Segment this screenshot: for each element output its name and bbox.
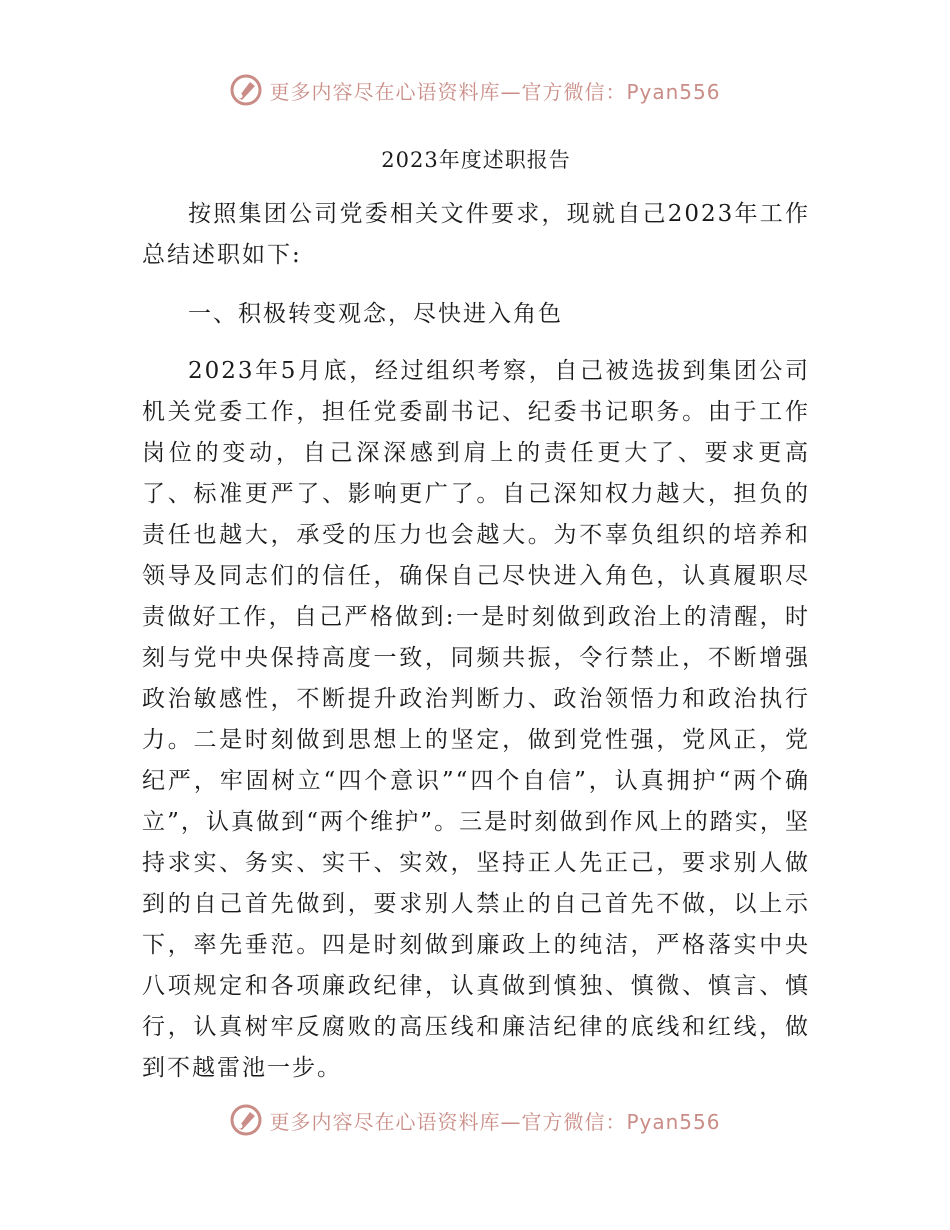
header-watermark-banner bbox=[0, 68, 950, 112]
pen-nib-logo-icon bbox=[229, 1103, 263, 1137]
document-title: 2023年度述职报告 bbox=[381, 148, 571, 172]
section-body-paragraph: 2023年5月底，经过组织考察，自己被选拔到集团公司机关党委工作，担任党委副书记、纪委书记职务。由于工作岗位的变动，自己深深感到肩上的责任更大了、要求更高了、标准更严了、影响更广了。自己深知权力越大，担负的责任也越大，承受的压力也会越大。为不辜负组织的培养和领导及同志们的信任，确保自己尽快进入角色，认真履职尽责做好工作，自己严格做到:一是时刻做到政治上的清醒，时刻与党中央保持高度一致，同频共振，令行禁止，不断增强政治敏感性，不断提升政治判断力、政治领悟力和政治执行力。二是时刻做到思想上的坚定，做到党性强，党风正，党纪严，牢固树立“四个意识”“四个自信”，认真拥护“两个确立”，认真做到“两个维护”。三是时刻做到作风上的踏实，坚持求实、务实、实干、实效，坚持正人先正己，要求别人做到的自己首先做到，要求别人禁止的自己首先不做，以上示下，率先垂范。四是时刻做到廉政上的纯洁，严格落实中央八项规定和各项廉政纪律，认真做到慎独、慎微、慎言、慎行，认真树牢反腐败的高压线和廉洁纪律的底线和红线，做到不越雷池一步。 bbox=[142, 358, 810, 1081]
intro-paragraph: 按照集团公司党委相关文件要求，现就自己2023年工作总结述职如下: bbox=[142, 201, 810, 268]
pen-nib-logo-icon bbox=[229, 73, 263, 107]
watermark-slogan: 更多内容尽在心语资料库—官方微信：Pyan556 bbox=[269, 79, 721, 104]
section-heading: 一、积极转变观念，尽快进入角色 bbox=[188, 301, 563, 327]
footer-watermark-banner bbox=[0, 1098, 950, 1142]
watermark-slogan: 更多内容尽在心语资料库—官方微信：Pyan556 bbox=[269, 1109, 721, 1134]
document-body bbox=[142, 136, 810, 1089]
